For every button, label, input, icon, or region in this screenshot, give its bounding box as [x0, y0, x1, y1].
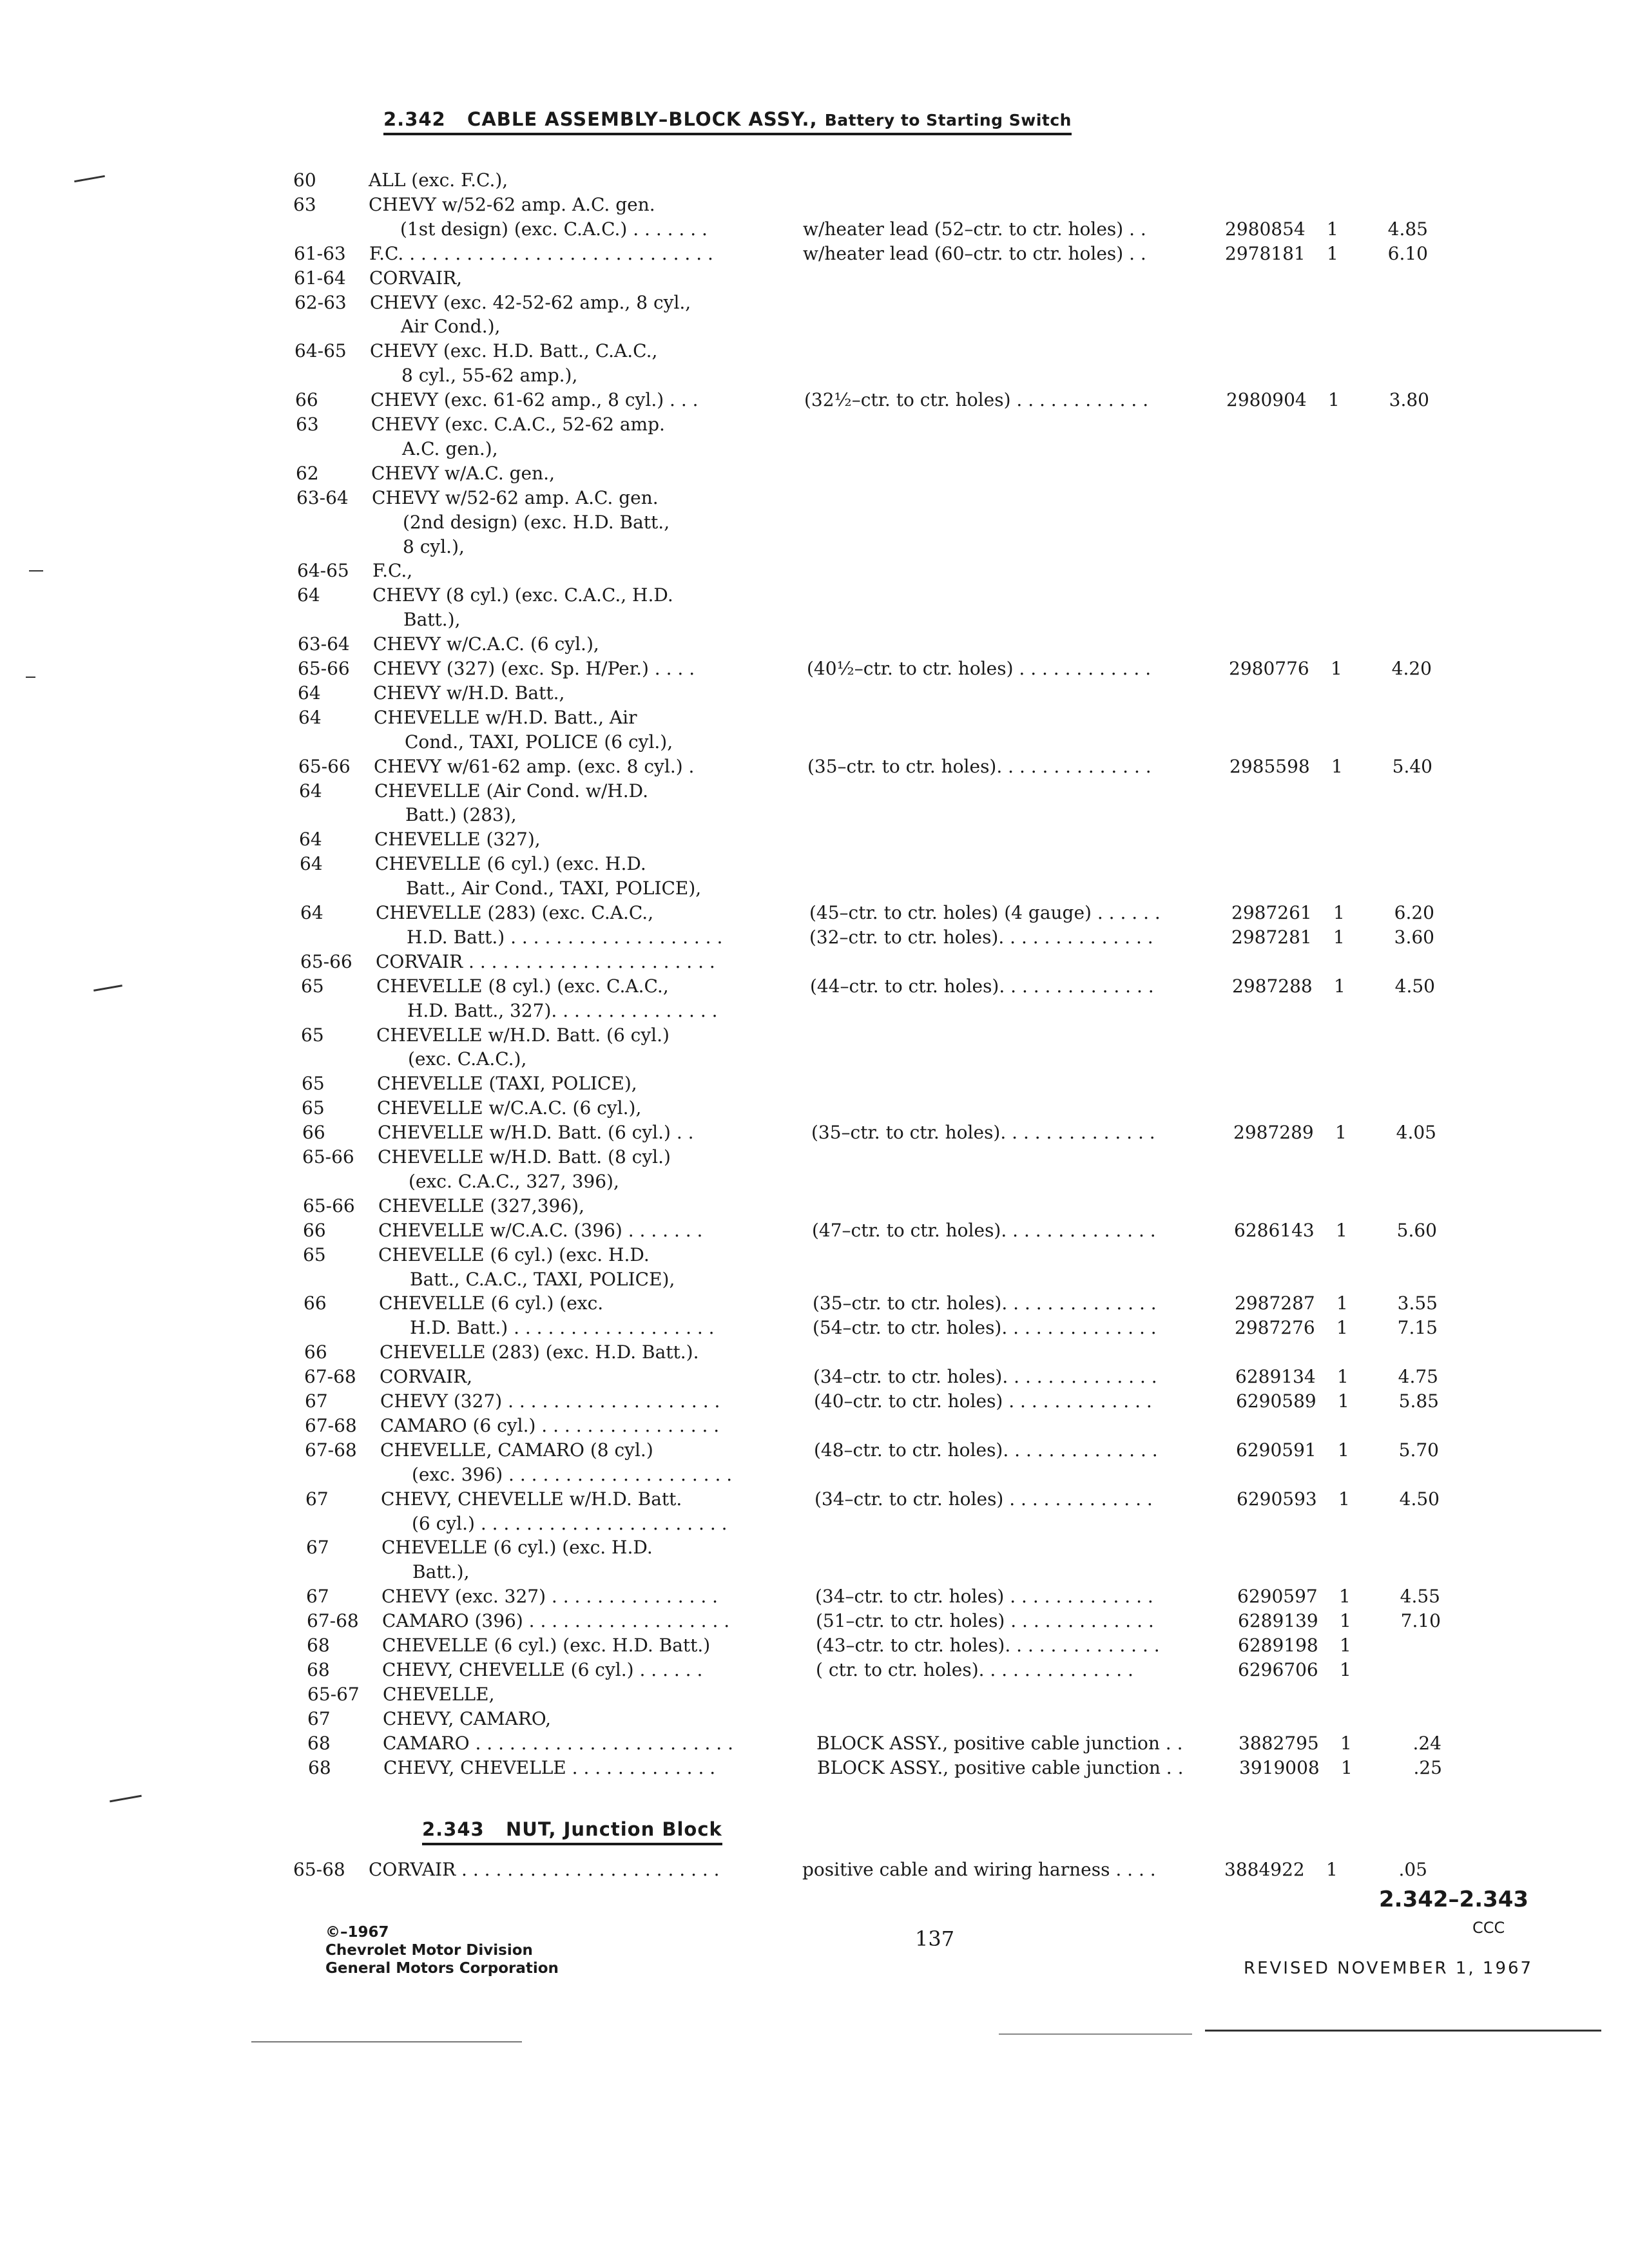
- model-description: 8 cyl., 55-62 amp.),: [401, 365, 578, 387]
- model-description: CHEVY w/A.C. gen.,: [371, 462, 555, 484]
- model-year: 64-65: [294, 340, 347, 362]
- reference-subcode: CCC: [1472, 1919, 1505, 1937]
- price: 3.60: [1394, 926, 1434, 948]
- model-year: 66: [303, 1219, 326, 1241]
- part-number: 3882795: [1239, 1732, 1319, 1754]
- price: 4.50: [1394, 975, 1435, 997]
- model-year: 63-64: [298, 633, 350, 655]
- model-description: (6 cyl.) . . . . . . . . . . . . . . . . . . . . . .: [412, 1512, 728, 1534]
- margin-mark: [26, 677, 35, 678]
- part-description: (35–ctr. to ctr. holes). . . . . . . . . . . . . .: [813, 1293, 1157, 1314]
- part-number: 2987287: [1235, 1293, 1315, 1314]
- model-description: CHEVELLE (283) (exc. C.A.C.,: [376, 902, 654, 923]
- model-description: CHEVELLE (TAXI, POLICE),: [377, 1073, 637, 1095]
- model-year: 66: [304, 1341, 327, 1363]
- model-description: Cond., TAXI, POLICE (6 cyl.),: [405, 731, 673, 753]
- price: 5.70: [1398, 1439, 1439, 1461]
- page-number: 137: [915, 1927, 955, 1951]
- model-description: CHEVELLE (283) (exc. H.D. Batt.).: [380, 1341, 699, 1363]
- model-description: CAMARO (6 cyl.) . . . . . . . . . . . . . . . .: [380, 1414, 720, 1436]
- part-description: (32½–ctr. to ctr. holes) . . . . . . . . . . . .: [804, 389, 1149, 411]
- part-description: positive cable and wiring harness . . . .: [802, 1859, 1156, 1880]
- part-number: 6289134: [1235, 1366, 1316, 1388]
- part-description: BLOCK ASSY., positive cable junction . .: [816, 1732, 1183, 1754]
- part-description: w/heater lead (52–ctr. to ctr. holes) . .: [803, 218, 1146, 240]
- model-year: 67: [305, 1390, 328, 1412]
- part-number: 2985598: [1229, 755, 1310, 777]
- part-description: (32–ctr. to ctr. holes). . . . . . . . . . . . . .: [809, 926, 1153, 948]
- model-description: CHEVELLE (6 cyl.) (exc. H.D. Batt.): [382, 1635, 711, 1656]
- quantity: 1: [1333, 926, 1345, 948]
- model-year: 63-64: [296, 486, 349, 508]
- price: 7.15: [1397, 1317, 1438, 1339]
- part-number: 2987281: [1231, 926, 1312, 948]
- model-year: 67: [305, 1488, 329, 1510]
- model-year: 65: [301, 1024, 324, 1046]
- revision-date: REVISED NOVEMBER 1, 1967: [1244, 1959, 1534, 1978]
- quantity: 1: [1337, 1366, 1349, 1388]
- model-year: 61-64: [294, 267, 346, 289]
- model-description: CORVAIR . . . . . . . . . . . . . . . . . . . . . . .: [369, 1859, 720, 1880]
- quantity: 1: [1340, 1658, 1351, 1680]
- model-description: CHEVELLE, CAMARO (8 cyl.): [380, 1439, 653, 1461]
- quantity: 1: [1338, 1390, 1349, 1412]
- model-description: CHEVELLE,: [383, 1683, 495, 1705]
- part-number: 3884922: [1224, 1859, 1305, 1880]
- margin-mark: [29, 570, 43, 572]
- model-year: 64: [299, 780, 322, 802]
- model-year: 67-68: [305, 1439, 357, 1461]
- part-description: (48–ctr. to ctr. holes). . . . . . . . . . . . . .: [814, 1439, 1158, 1461]
- model-description: CHEVELLE (327),: [374, 829, 541, 850]
- footer-rule: [251, 2041, 522, 2042]
- model-description: CHEVELLE w/H.D. Batt. (6 cyl.) . .: [378, 1122, 694, 1144]
- price: 7.10: [1400, 1610, 1441, 1632]
- model-description: CAMARO . . . . . . . . . . . . . . . . . . . . . . .: [383, 1732, 733, 1754]
- model-description: CORVAIR,: [369, 267, 463, 289]
- model-description: CHEVELLE w/C.A.C. (396) . . . . . . .: [378, 1219, 703, 1241]
- model-description: CHEVY (exc. 327) . . . . . . . . . . . . . . .: [381, 1586, 718, 1608]
- model-description: (exc. C.A.C.),: [408, 1048, 527, 1070]
- model-year: 65: [301, 975, 324, 997]
- part-description: (44–ctr. to ctr. holes). . . . . . . . . . . . . .: [810, 975, 1154, 997]
- model-description: CHEVELLE (Air Cond. w/H.D.: [374, 780, 648, 802]
- model-description: CHEVY (327) . . . . . . . . . . . . . . . . . . .: [380, 1390, 720, 1412]
- price: 3.55: [1397, 1293, 1438, 1314]
- part-description: (34–ctr. to ctr. holes) . . . . . . . . . . . . .: [815, 1586, 1153, 1608]
- price: .05: [1398, 1859, 1427, 1880]
- price: 6.20: [1394, 902, 1434, 923]
- quantity: 1: [1336, 1317, 1348, 1339]
- model-description: CHEVY (exc. 42-52-62 amp., 8 cyl.,: [370, 291, 691, 313]
- price: 4.50: [1399, 1488, 1440, 1510]
- model-year: 65-66: [303, 1195, 355, 1216]
- quantity: 1: [1326, 1859, 1338, 1880]
- model-year: 64: [300, 902, 323, 923]
- model-year: 66: [302, 1122, 325, 1144]
- model-description: CHEVY w/52-62 amp. A.C. gen.: [369, 193, 655, 215]
- model-description: CHEVY w/H.D. Batt.,: [373, 682, 565, 704]
- part-number: 2987289: [1233, 1122, 1314, 1144]
- margin-mark: [74, 175, 105, 182]
- section-subtitle: Battery to Starting Switch: [824, 111, 1072, 130]
- part-number: 6296706: [1238, 1658, 1318, 1680]
- model-description: CHEVELLE w/H.D. Batt., Air: [374, 706, 637, 728]
- quantity: 1: [1327, 218, 1338, 240]
- price: 4.20: [1391, 658, 1432, 679]
- model-year: 68: [307, 1635, 330, 1656]
- model-year: 62: [296, 462, 319, 484]
- model-year: 65-68: [293, 1859, 345, 1880]
- model-description: CHEVELLE (6 cyl.) (exc. H.D.: [378, 1244, 650, 1265]
- model-year: 65-66: [302, 1146, 354, 1168]
- quantity: 1: [1339, 1586, 1351, 1608]
- model-description: H.D. Batt.) . . . . . . . . . . . . . . . . . . .: [407, 926, 723, 948]
- price: 4.75: [1398, 1366, 1438, 1388]
- model-description: CHEVY, CHEVELLE . . . . . . . . . . . . .: [383, 1756, 716, 1778]
- price: 5.85: [1398, 1390, 1439, 1412]
- quantity: 1: [1331, 755, 1343, 777]
- model-year: 62-63: [294, 291, 347, 313]
- quantity: 1: [1340, 1635, 1351, 1656]
- part-number: 2980776: [1229, 658, 1309, 679]
- part-description: (35–ctr. to ctr. holes). . . . . . . . . . . . . .: [807, 755, 1152, 777]
- quantity: 1: [1340, 1610, 1351, 1632]
- model-year: 64: [299, 829, 322, 850]
- part-number: 2987276: [1235, 1317, 1315, 1339]
- part-description: (34–ctr. to ctr. holes). . . . . . . . . . . . . .: [813, 1366, 1157, 1388]
- model-year: 67: [306, 1586, 329, 1608]
- model-description: CHEVY w/61-62 amp. (exc. 8 cyl.) .: [374, 755, 695, 777]
- quantity: 1: [1338, 1488, 1350, 1510]
- model-description: (exc. C.A.C., 327, 396),: [409, 1170, 619, 1192]
- part-number: 6286143: [1234, 1219, 1315, 1241]
- model-description: Batt.),: [403, 609, 461, 631]
- part-description: (40½–ctr. to ctr. holes) . . . . . . . . . . . .: [807, 658, 1152, 679]
- model-year: 67-68: [304, 1366, 356, 1388]
- model-description: CHEVELLE w/H.D. Batt. (6 cyl.): [376, 1024, 670, 1046]
- model-year: 63: [296, 414, 319, 435]
- price: 4.55: [1400, 1586, 1440, 1608]
- part-number: 6290593: [1237, 1488, 1317, 1510]
- price: 6.10: [1387, 242, 1428, 264]
- margin-mark: [93, 985, 122, 992]
- model-year: 68: [307, 1658, 330, 1680]
- section-title: NUT, Junction Block: [506, 1818, 722, 1840]
- model-description: CHEVY, CHEVELLE w/H.D. Batt.: [381, 1488, 682, 1510]
- price: .25: [1413, 1756, 1442, 1778]
- model-year: 66: [295, 389, 318, 411]
- model-year: 61-63: [294, 242, 346, 264]
- part-number: 6289198: [1238, 1635, 1318, 1656]
- part-number: 3919008: [1239, 1756, 1320, 1778]
- part-description: (40–ctr. to ctr. holes) . . . . . . . . . . . . .: [814, 1390, 1152, 1412]
- model-description: CHEVY, CHEVELLE (6 cyl.) . . . . . .: [382, 1658, 703, 1680]
- model-description: CHEVY w/C.A.C. (6 cyl.),: [373, 633, 599, 655]
- quantity: 1: [1336, 1219, 1347, 1241]
- price: 5.60: [1396, 1219, 1437, 1241]
- price: .24: [1412, 1732, 1441, 1754]
- model-description: 8 cyl.),: [403, 535, 465, 557]
- section-heading-2-342: [383, 108, 1072, 135]
- model-description: CHEVELLE (8 cyl.) (exc. C.A.C.,: [376, 975, 669, 997]
- model-year: 65-67: [307, 1683, 360, 1705]
- quantity: 1: [1341, 1756, 1353, 1778]
- model-description: ALL (exc. F.C.),: [369, 169, 508, 191]
- part-number: 2980854: [1225, 218, 1306, 240]
- division-name: Chevrolet Motor Division: [325, 1942, 533, 1959]
- corporation-name: General Motors Corporation: [325, 1960, 559, 1977]
- model-description: CHEVY (8 cyl.) (exc. C.A.C., H.D.: [372, 584, 673, 606]
- footer-rule: [999, 2033, 1192, 2035]
- model-year: 68: [307, 1732, 331, 1754]
- model-description: CAMARO (396) . . . . . . . . . . . . . . . . . .: [382, 1610, 730, 1632]
- model-description: Batt., C.A.C., TAXI, POLICE),: [410, 1268, 675, 1290]
- part-number: 6289139: [1238, 1610, 1318, 1632]
- price: 3.80: [1389, 389, 1429, 411]
- quantity: 1: [1327, 242, 1338, 264]
- model-description: CHEVY (exc. H.D. Batt., C.A.C.,: [370, 340, 658, 362]
- model-year: 65-66: [298, 658, 350, 679]
- model-description: CHEVY (exc. 61-62 amp., 8 cyl.) . . .: [371, 389, 699, 411]
- quantity: 1: [1335, 1122, 1347, 1144]
- model-year: 65: [302, 1073, 325, 1095]
- model-description: F.C. . . . . . . . . . . . . . . . . . . . . . . . . . . .: [369, 242, 713, 264]
- model-description: CHEVY, CAMARO,: [383, 1707, 552, 1729]
- part-number: 6290591: [1236, 1439, 1316, 1461]
- part-number: 2987288: [1232, 975, 1313, 997]
- model-year: 67: [306, 1537, 329, 1559]
- section-title: CABLE ASSEMBLY–BLOCK ASSY.,: [467, 108, 818, 130]
- model-description: CORVAIR,: [380, 1366, 473, 1388]
- publisher-block: [325, 1923, 559, 1977]
- model-year: 64-65: [297, 560, 349, 582]
- model-year: 65: [302, 1097, 325, 1119]
- model-year: 60: [293, 169, 316, 191]
- model-description: CHEVY w/52-62 amp. A.C. gen.: [372, 486, 659, 508]
- model-year: 67: [307, 1707, 331, 1729]
- copyright: ©–1967: [325, 1924, 389, 1941]
- model-year: 64: [298, 682, 321, 704]
- model-year: 63: [293, 193, 316, 215]
- part-description: (34–ctr. to ctr. holes) . . . . . . . . . . . . .: [815, 1488, 1153, 1510]
- model-year: 67-68: [305, 1414, 357, 1436]
- reference-code: 2.342–2.343: [1379, 1887, 1529, 1912]
- part-description: w/heater lead (60–ctr. to ctr. holes) . .: [803, 242, 1146, 264]
- model-description: CHEVELLE w/H.D. Batt. (8 cyl.): [378, 1146, 671, 1168]
- price: 4.85: [1387, 218, 1428, 240]
- footer-rule: [1205, 2030, 1601, 2032]
- model-description: CHEVELLE w/C.A.C. (6 cyl.),: [377, 1097, 642, 1119]
- model-description: A.C. gen.),: [402, 437, 498, 459]
- part-description: (51–ctr. to ctr. holes) . . . . . . . . . . . . .: [816, 1610, 1154, 1632]
- model-description: CHEVELLE (6 cyl.) (exc. H.D.: [375, 853, 646, 875]
- model-year: 64: [297, 584, 320, 606]
- model-description: CHEVELLE (327,396),: [378, 1195, 585, 1216]
- margin-mark: [110, 1795, 142, 1803]
- model-description: H.D. Batt.) . . . . . . . . . . . . . . . . . .: [410, 1317, 715, 1339]
- model-year: 65-66: [300, 950, 352, 972]
- quantity: 1: [1338, 1439, 1349, 1461]
- model-description: F.C.,: [372, 560, 413, 582]
- part-number: 2987261: [1231, 902, 1312, 923]
- part-number: 2980904: [1226, 389, 1307, 411]
- quantity: 1: [1336, 1293, 1348, 1314]
- model-year: 64: [298, 706, 322, 728]
- model-description: H.D. Batt., 327). . . . . . . . . . . . . . .: [407, 999, 718, 1021]
- model-year: 67-68: [307, 1610, 359, 1632]
- part-description: BLOCK ASSY., positive cable junction . .: [817, 1756, 1184, 1778]
- part-description: ( ctr. to ctr. holes). . . . . . . . . . . . . .: [816, 1658, 1133, 1680]
- model-description: CHEVY (327) (exc. Sp. H/Per.) . . . .: [373, 658, 695, 679]
- part-description: (43–ctr. to ctr. holes). . . . . . . . . . . . . .: [816, 1635, 1160, 1656]
- price: 5.40: [1392, 755, 1432, 777]
- quantity: 1: [1334, 975, 1345, 997]
- part-number: 2978181: [1225, 242, 1306, 264]
- part-description: (35–ctr. to ctr. holes). . . . . . . . . . . . . .: [811, 1122, 1155, 1144]
- model-description: Batt.),: [412, 1561, 470, 1583]
- model-description: CORVAIR . . . . . . . . . . . . . . . . . . . . . .: [376, 950, 715, 972]
- quantity: 1: [1333, 902, 1345, 923]
- model-year: 65: [303, 1244, 326, 1265]
- model-description: CHEVELLE (6 cyl.) (exc.: [379, 1293, 604, 1314]
- part-description: (45–ctr. to ctr. holes) (4 gauge) . . . . . .: [809, 902, 1161, 923]
- model-year: 65-66: [298, 755, 351, 777]
- part-description: (47–ctr. to ctr. holes). . . . . . . . . . . . . .: [812, 1219, 1156, 1241]
- price: 4.05: [1396, 1122, 1436, 1144]
- quantity: 1: [1340, 1732, 1352, 1754]
- quantity: 1: [1331, 658, 1342, 679]
- model-description: CHEVELLE (6 cyl.) (exc. H.D.: [381, 1537, 653, 1559]
- model-description: (2nd design) (exc. H.D. Batt.,: [403, 511, 670, 533]
- model-description: Batt.) (283),: [405, 804, 517, 826]
- model-description: CHEVY (exc. C.A.C., 52-62 amp.: [371, 414, 665, 435]
- model-year: 68: [308, 1756, 331, 1778]
- section-heading-2-343: [422, 1818, 722, 1845]
- model-year: 66: [304, 1293, 327, 1314]
- model-year: 64: [300, 853, 323, 875]
- quantity: 1: [1328, 389, 1340, 411]
- part-number: 6290589: [1236, 1390, 1316, 1412]
- part-description: (54–ctr. to ctr. holes). . . . . . . . . . . . . .: [813, 1317, 1157, 1339]
- section-code: 2.342: [383, 108, 446, 130]
- section-code: 2.343: [422, 1818, 485, 1840]
- part-number: 6290597: [1237, 1586, 1318, 1608]
- model-description: (1st design) (exc. C.A.C.) . . . . . . .: [400, 218, 708, 240]
- model-description: Air Cond.),: [401, 316, 501, 338]
- model-description: (exc. 396) . . . . . . . . . . . . . . . . . . . .: [412, 1463, 733, 1485]
- model-description: Batt., Air Cond., TAXI, POLICE),: [406, 878, 702, 899]
